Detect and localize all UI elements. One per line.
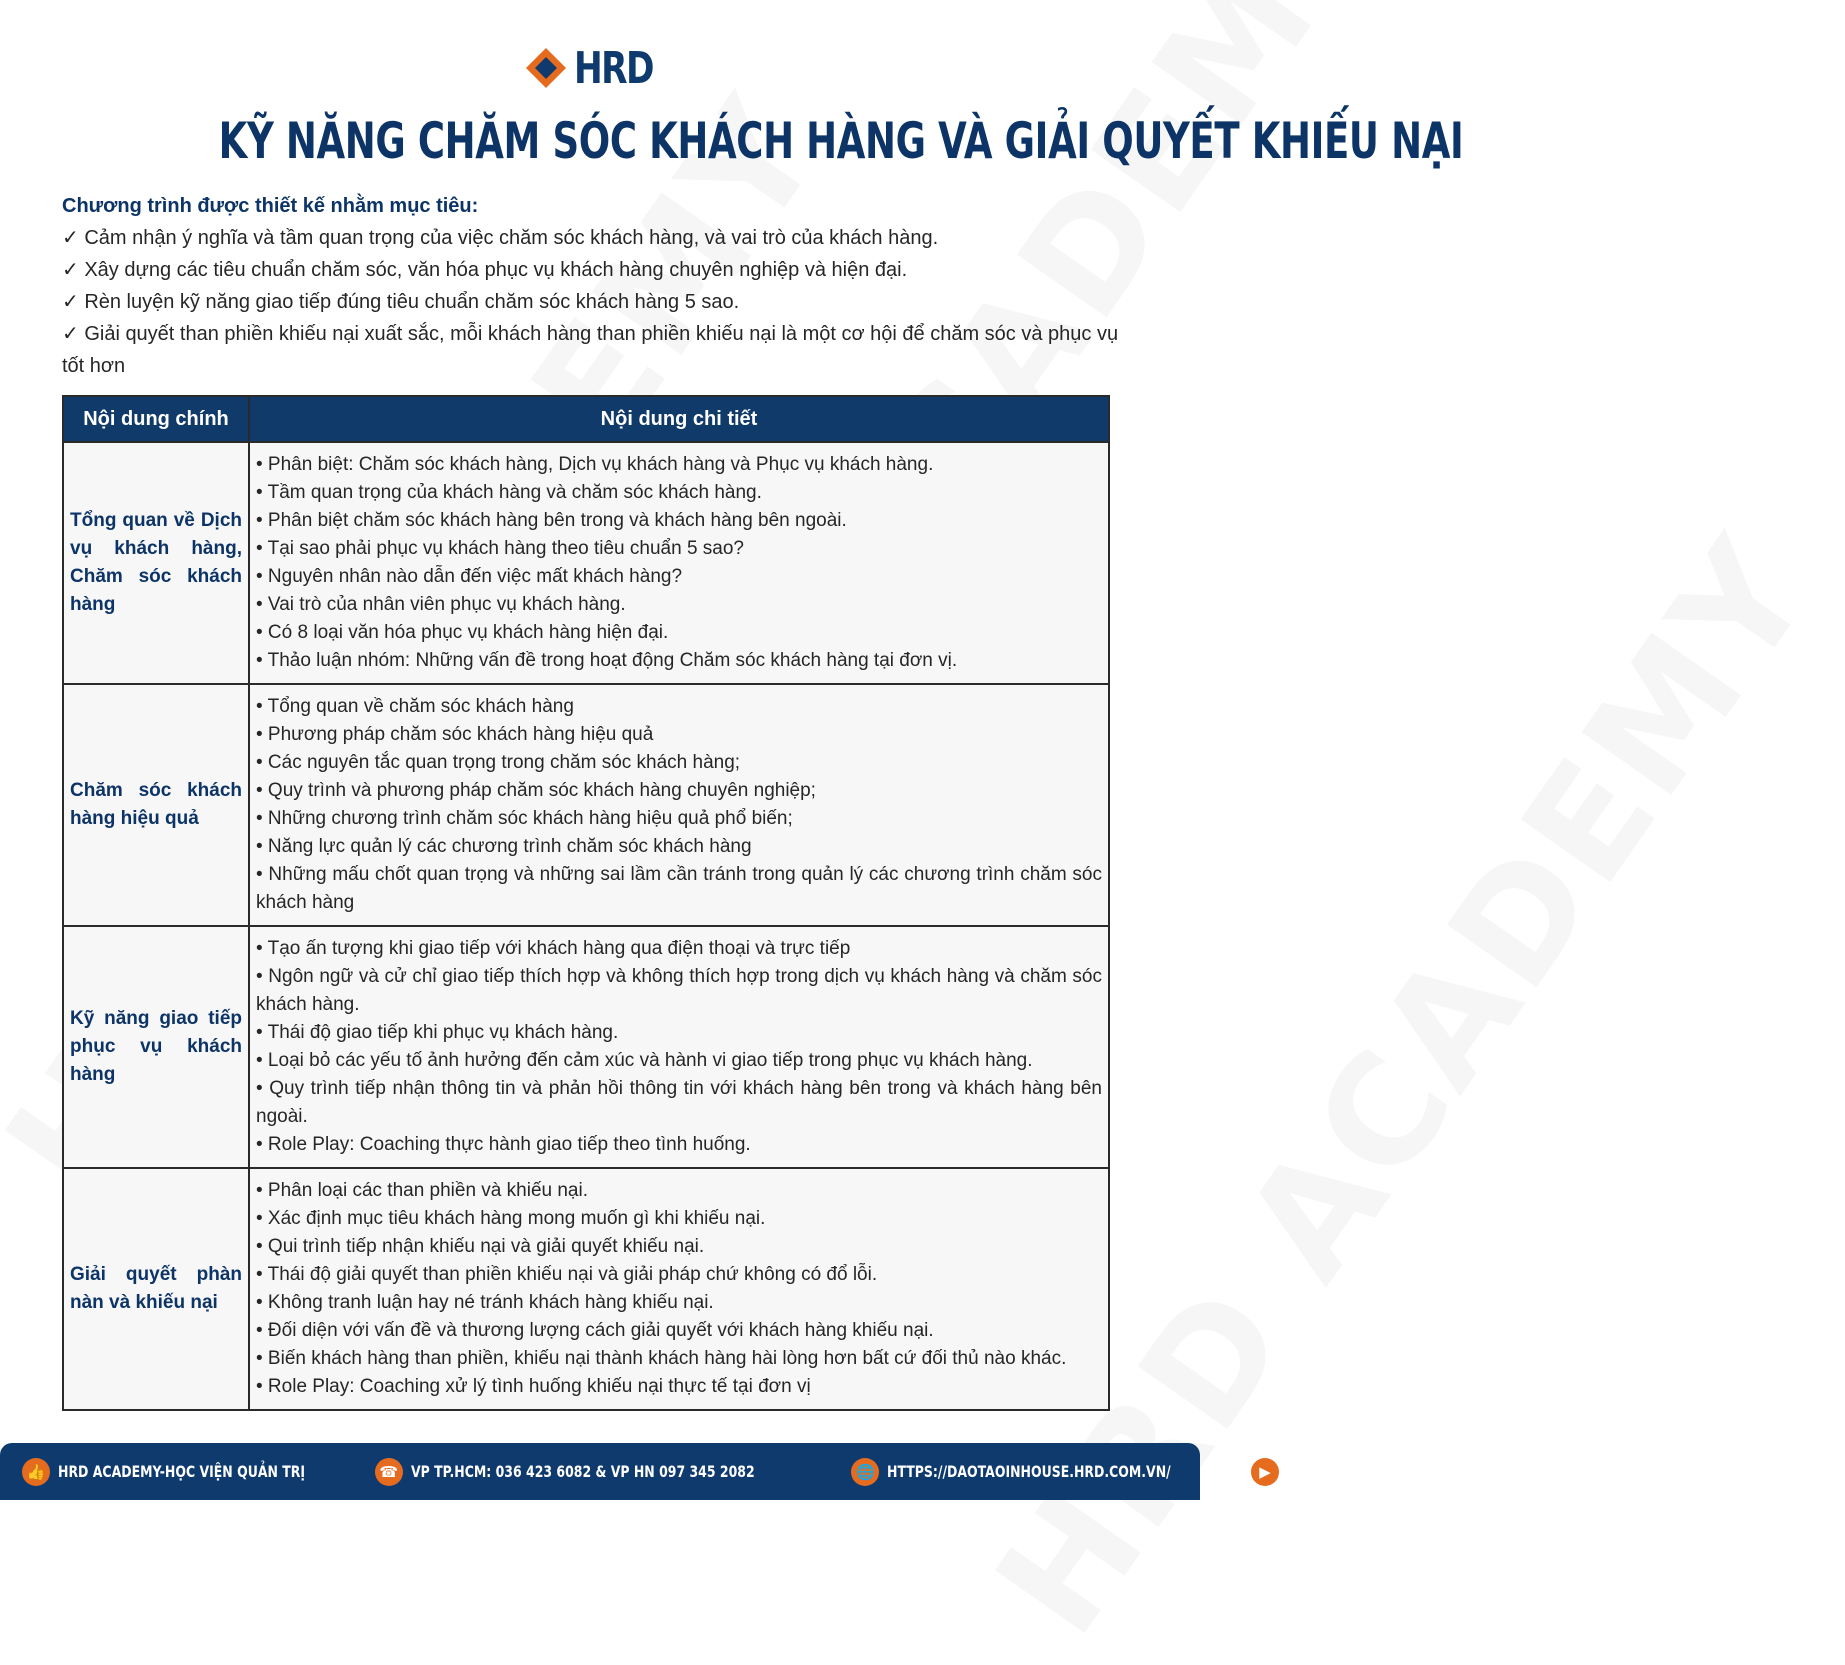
footer-text: HỌC VIỆN QUẢN TRỊ HRD ACADEMY bbox=[1287, 1462, 1536, 1481]
play-icon: ▶ bbox=[1251, 1458, 1279, 1486]
detail-item: • Loại bỏ các yếu tố ảnh hưởng đến cảm xúc và hành vi giao tiếp trong phục vụ khách hàng. bbox=[256, 1050, 1033, 1071]
detail-item: • Role Play: Coaching thực hành giao tiếp theo tình huống. bbox=[256, 1134, 751, 1155]
footer-item-facebook[interactable] bbox=[22, 1458, 375, 1486]
footer-text: HRD ACADEMY-HỌC VIỆN QUẢN TRỊ bbox=[58, 1462, 306, 1481]
footer-text: VP TP.HCM: 036 423 6082 & VP HN 097 345 2082 bbox=[410, 1462, 755, 1481]
footer-bar bbox=[0, 1443, 1536, 1500]
detail-item: • Ngôn ngữ và cử chỉ giao tiếp thích hợp và không thích hợp trong dịch vụ khách hàng và chăm sóc khách hàng. bbox=[256, 966, 1102, 1015]
detail-item: • Những chương trình chăm sóc khách hàng hiệu quả phổ biến; bbox=[256, 808, 793, 829]
detail-item: • Phương pháp chăm sóc khách hàng hiệu quả bbox=[256, 724, 654, 745]
detail-item: • Vai trò của nhân viên phục vụ khách hàng. bbox=[256, 594, 626, 615]
detail-item: • Tổng quan về chăm sóc khách hàng bbox=[256, 696, 574, 717]
page-title: KỸ NĂNG CHĂM SÓC KHÁCH HÀNG VÀ GIẢI QUYẾT KHIẾU NẠI bbox=[218, 112, 1464, 170]
detail-item: • Thái độ giải quyết than phiền khiếu nại và giải pháp chứ không có đổ lỗi. bbox=[256, 1264, 878, 1285]
row-category: Chăm sóc khách hàng hiệu quả bbox=[63, 684, 249, 926]
detail-item: • Năng lực quản lý các chương trình chăm sóc khách hàng bbox=[256, 836, 752, 857]
footer-item-phone[interactable] bbox=[375, 1458, 852, 1486]
detail-item: • Tầm quan trọng của khách hàng và chăm sóc khách hàng. bbox=[256, 482, 762, 503]
row-details bbox=[249, 684, 1109, 926]
footer-item-youtube[interactable] bbox=[1251, 1458, 1605, 1486]
header-detail-content: Nội dung chi tiết bbox=[249, 396, 1109, 442]
diamond-logo-icon bbox=[524, 46, 568, 90]
detail-item: • Qui trình tiếp nhận khiếu nại và giải quyết khiếu nại. bbox=[256, 1236, 705, 1257]
objective-item: ✓ Xây dựng các tiêu chuẩn chăm sóc, văn hóa phục vụ khách hàng chuyên nghiệp và hiện đại. bbox=[62, 259, 908, 281]
detail-item: • Phân loại các than phiền và khiếu nại. bbox=[256, 1180, 588, 1201]
table-header-row bbox=[63, 396, 1109, 442]
row-details bbox=[249, 926, 1109, 1168]
detail-item: • Tại sao phải phục vụ khách hàng theo tiêu chuẩn 5 sao? bbox=[256, 538, 744, 559]
course-content-table bbox=[62, 395, 1110, 1411]
footer-text: HTTPS://DAOTAOINHOUSE.HRD.COM.VN/ bbox=[887, 1462, 1171, 1481]
detail-item: • Có 8 loại văn hóa phục vụ khách hàng hiện đại. bbox=[256, 622, 669, 643]
intro-heading: Chương trình được thiết kế nhằm mục tiêu: bbox=[62, 195, 479, 217]
objective-item: ✓ Rèn luyện kỹ năng giao tiếp đúng tiêu chuẩn chăm sóc khách hàng 5 sao. bbox=[62, 291, 740, 313]
detail-item: • Các nguyên tắc quan trọng trong chăm sóc khách hàng; bbox=[256, 752, 741, 773]
row-category: Tổng quan về Dịch vụ khách hàng, Chăm sóc khách hàng bbox=[63, 442, 249, 684]
thumbs-up-icon: 👍 bbox=[22, 1458, 50, 1486]
detail-item: • Phân biệt: Chăm sóc khách hàng, Dịch vụ khách hàng và Phục vụ khách hàng. bbox=[256, 454, 934, 475]
row-category: Kỹ năng giao tiếp phục vụ khách hàng bbox=[63, 926, 249, 1168]
detail-item: • Quy trình và phương pháp chăm sóc khách hàng chuyên nghiệp; bbox=[256, 780, 816, 801]
table-row bbox=[63, 684, 1109, 926]
detail-item: • Những mấu chốt quan trọng và những sai lầm cần tránh trong quản lý các chương trình chăm sóc khách hàng bbox=[256, 864, 1102, 913]
globe-icon: 🌐 bbox=[851, 1458, 879, 1486]
detail-item: • Tạo ấn tượng khi giao tiếp với khách hàng qua điện thoại và trực tiếp bbox=[256, 938, 851, 959]
detail-item: • Quy trình tiếp nhận thông tin và phản hồi thông tin với khách hàng bên trong và khách hàng bên ngoài. bbox=[256, 1078, 1102, 1127]
detail-item: • Không tranh luận hay né tránh khách hàng khiếu nại. bbox=[256, 1292, 714, 1313]
detail-item: • Xác định mục tiêu khách hàng mong muốn gì khi khiếu nại. bbox=[256, 1208, 766, 1229]
hrd-logo bbox=[0, 40, 1200, 96]
intro-section bbox=[62, 192, 1122, 382]
table-row bbox=[63, 1168, 1109, 1410]
detail-item: • Biến khách hàng than phiền, khiếu nại thành khách hàng hài lòng hơn bất cứ đối thủ nào khác. bbox=[256, 1348, 1067, 1369]
objective-item: ✓ Giải quyết than phiền khiếu nại xuất sắc, mỗi khách hàng than phiền khiếu nại là một cơ hội để chăm sóc và phục vụ tốt hơn bbox=[62, 323, 1119, 377]
table-row bbox=[63, 442, 1109, 684]
footer-item-website[interactable] bbox=[851, 1458, 1251, 1486]
detail-item: • Thảo luận nhóm: Những vấn đề trong hoạt động Chăm sóc khách hàng tại đơn vị. bbox=[256, 650, 958, 671]
row-details bbox=[249, 442, 1109, 684]
detail-item: • Thái độ giao tiếp khi phục vụ khách hàng. bbox=[256, 1022, 619, 1043]
header-main-content: Nội dung chính bbox=[63, 396, 249, 442]
table-row bbox=[63, 926, 1109, 1168]
row-category: Giải quyết phàn nàn và khiếu nại bbox=[63, 1168, 249, 1410]
detail-item: • Role Play: Coaching xử lý tình huống khiếu nại thực tế tại đơn vị bbox=[256, 1376, 811, 1397]
detail-item: • Phân biệt chăm sóc khách hàng bên trong và khách hàng bên ngoài. bbox=[256, 510, 847, 531]
objective-item: ✓ Cảm nhận ý nghĩa và tầm quan trọng của việc chăm sóc khách hàng, và vai trò của khách hàng. bbox=[62, 227, 939, 249]
detail-item: • Nguyên nhân nào dẫn đến việc mất khách hàng? bbox=[256, 566, 683, 587]
logo-text: HRD bbox=[574, 42, 654, 94]
detail-item: • Đối diện với vấn đề và thương lượng cách giải quyết với khách hàng khiếu nại. bbox=[256, 1320, 934, 1341]
phone-icon: ☎ bbox=[375, 1458, 403, 1486]
row-details bbox=[249, 1168, 1109, 1410]
